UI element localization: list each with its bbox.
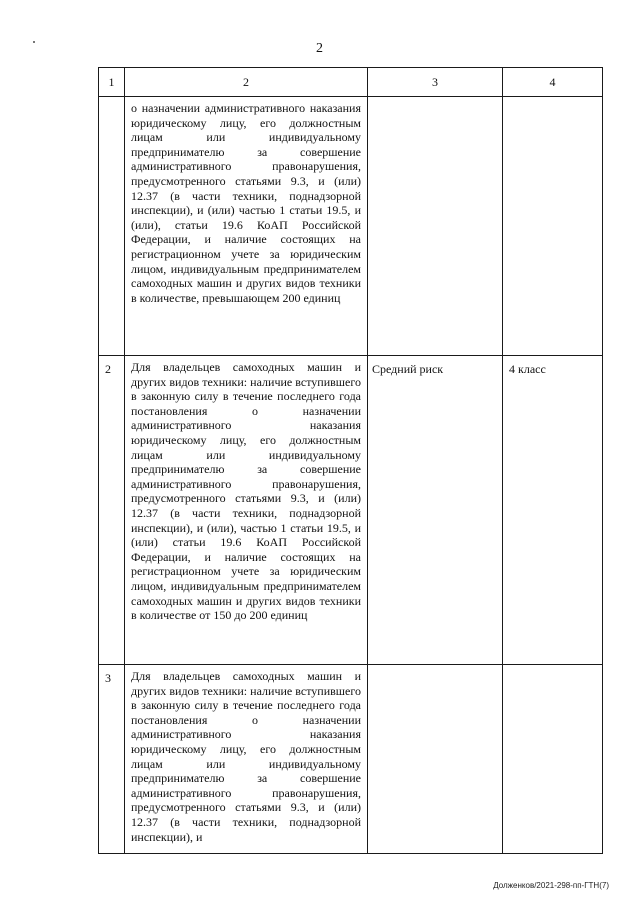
header-col-3: 3 xyxy=(368,68,503,97)
row-risk-category xyxy=(368,97,503,356)
row-hazard-class xyxy=(503,665,603,854)
header-col-1: 1 xyxy=(99,68,125,97)
footer-reference: Долженков/2021-298-пп-ГТН(7) xyxy=(493,881,609,890)
table-header-row xyxy=(99,68,603,97)
row-risk-category xyxy=(368,665,503,854)
row-criteria-text: о назначении административного наказания юридическому лицу, его должностным лицам или индивидуальному предпринимателю за совершение административного правонарушения, предусмотренного статьями 9.3, и (или) 12.37 (в части техники, поднадзорной инспекции), и (или) частью 1 статьи 19.5, и (или), статьи 19.6 КоАП Российской Федерации, и наличие состоящих на регистрационном учете за юридическим лицом, индивидуальным предпринимателем самоходных машин и других видов техники в количестве, превышающем 200 единиц xyxy=(125,97,368,356)
row-risk-category: Средний риск xyxy=(368,356,503,665)
table-row-continuation xyxy=(99,97,603,356)
table-row-3 xyxy=(99,665,603,854)
row-criteria-text: Для владельцев самоходных машин и других видов техники: наличие вступившего в законную силу в течение последнего года постановления о назначении административного наказания юридическому лицу, его должностным лицам или индивидуальному предпринимателю за совершение административного правонарушения, предусмотренного статьями 9.3, и (или) 12.37 (в части техники, поднадзорной инспекции), и (или), частью 1 статьи 19.5, и (или) статьи 19.6 КоАП Российской Федерации, и наличие состоящих на регистрационном учете за юридическим лицом, индивидуальным предпринимателем самоходных машин и других видов техники в количестве от 150 до 200 единиц xyxy=(125,356,368,665)
row-number xyxy=(99,97,125,356)
page-number: 2 xyxy=(316,41,323,56)
row-number: 3 xyxy=(99,665,125,854)
header-col-4: 4 xyxy=(503,68,603,97)
row-hazard-class: 4 класс xyxy=(503,356,603,665)
table-row-2 xyxy=(99,356,603,665)
header-col-2: 2 xyxy=(125,68,368,97)
risk-table xyxy=(98,67,603,854)
row-criteria-text: Для владельцев самоходных машин и других видов техники: наличие вступившего в законную силу в течение последнего года постановления о назначении административного наказания юридическому лицу, его должностным лицам или индивидуальному предпринимателю за совершение административного правонарушения, предусмотренного статьями 9.3, и (или) 12.37 (в части техники, поднадзорной инспекции), и xyxy=(125,665,368,854)
row-number: 2 xyxy=(99,356,125,665)
row-hazard-class xyxy=(503,97,603,356)
